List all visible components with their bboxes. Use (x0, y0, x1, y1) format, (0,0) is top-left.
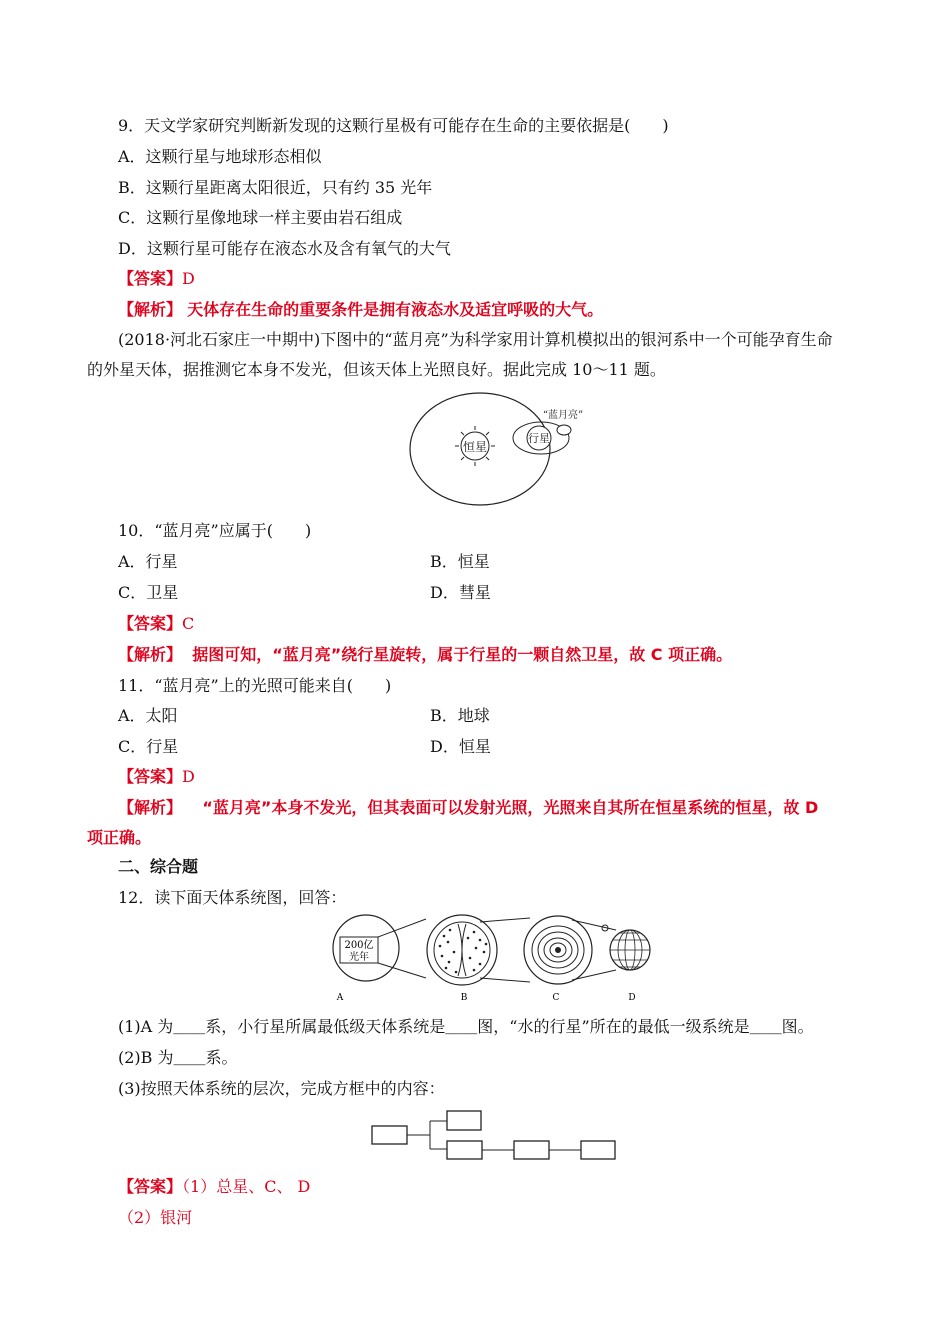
analysis-tag: 【解析】 (118, 645, 183, 664)
q9-option-a: A．这颗行星与地球形态相似 (118, 147, 322, 166)
analysis-text: 天体存在生命的重要条件是拥有液态水及适宜呼吸的大气。 (187, 300, 604, 319)
label-a: A (336, 993, 344, 1003)
analysis-tag: 【解析】 (118, 798, 183, 817)
q10-option-c: C．卫星 (118, 583, 179, 602)
q9-option-d: D．这颗行星可能存在液态水及含有氧气的大气 (118, 239, 451, 258)
intro-line-2: 的外星天体，据推测它本身不发光，但该天体上光照良好。据此完成 10～11 题。 (87, 360, 666, 379)
q11-analysis-cont (87, 827, 151, 849)
q9-answer (118, 268, 195, 290)
analysis-text: “蓝月亮”本身不发光，但其表面可以发射光照，光照来自其所在恒星系统的恒星，故 D (202, 798, 819, 817)
q12-sub3: (3)按照天体系统的层次，完成方框中的内容： (118, 1079, 445, 1098)
answer-tag: 【答案】 (118, 1177, 183, 1196)
star-label: 恒星 (462, 440, 488, 454)
analysis-tag: 【解析】 (118, 300, 183, 319)
answer-value-1: （1）总星、C、 D (182, 1177, 311, 1196)
q9-stem: 9．天文学家研究判断新发现的这颗行星极有可能存在生命的主要依据是( ) (118, 116, 669, 135)
hierarchy-boxes (370, 1106, 620, 1166)
box-lower-1 (447, 1141, 482, 1159)
q12-sub1: (1)A 为＿＿系，小行星所属最低级天体系统是＿＿图，“水的行星”所在的最低一级系统是＿＿图。 (118, 1017, 814, 1036)
q11-option-d: D．恒星 (430, 737, 491, 756)
q10-option-d: D．彗星 (430, 583, 491, 602)
answer-tag: 【答案】 (118, 269, 183, 288)
answer-tag: 【答案】 (118, 614, 183, 633)
a-text-1: 200亿 (344, 940, 374, 951)
q11-analysis (118, 797, 818, 819)
analysis-text: 据图可知，“蓝月亮”绕行星旋转，属于行星的一颗自然卫星，故 C 项正确。 (192, 645, 733, 664)
q10-stem: 10．“蓝月亮”应属于( ) (118, 521, 312, 540)
answer-value: C (182, 614, 195, 633)
q10-analysis (118, 644, 732, 666)
section-title: 二、综合题 (118, 857, 199, 876)
answer-tag: 【答案】 (118, 767, 183, 786)
celestial-system-figure (330, 912, 660, 1004)
box-lower-2 (514, 1141, 549, 1159)
answer-value: D (182, 269, 195, 288)
q9-option-b: B．这颗行星距离太阳很近，只有约 35 光年 (118, 178, 433, 197)
box-upper (447, 1111, 481, 1130)
moon-icon (557, 425, 571, 435)
box-lower-3 (581, 1141, 615, 1159)
q11-stem: 11．“蓝月亮”上的光照可能来自( ) (118, 676, 392, 695)
planet-label: 行星 (528, 432, 550, 445)
moon-label: “蓝月亮” (542, 410, 584, 421)
answer-value-2: （2）银河 (118, 1208, 193, 1227)
q12-stem: 12．读下面天体系统图，回答： (118, 888, 347, 907)
q12-answer (118, 1176, 310, 1198)
analysis-text-cont: 项正确。 (87, 828, 152, 847)
earth-globe-icon (610, 930, 650, 970)
q9-option-c: C．这颗行星像地球一样主要由岩石组成 (118, 208, 403, 227)
q10-option-a: A．行星 (118, 552, 178, 571)
q11-answer (118, 766, 195, 788)
q10-option-b: B．恒星 (430, 552, 490, 571)
label-b: B (460, 993, 468, 1003)
q11-option-b: B．地球 (430, 706, 490, 725)
label-d: D (628, 993, 636, 1003)
answer-value: D (182, 767, 195, 786)
q9-analysis (118, 299, 603, 321)
q11-option-a: A．太阳 (118, 706, 178, 725)
a-text-2: 光年 (349, 952, 369, 963)
box-root (372, 1126, 407, 1144)
q10-answer (118, 613, 194, 635)
star-system-figure (405, 390, 590, 510)
q12-sub2: (2)B 为＿＿系。 (118, 1048, 238, 1067)
intro-line-1: (2018·河北石家庄一中期中)下图中的“蓝月亮”为科学家用计算机模拟出的银河系中一个可能孕育生命 (118, 330, 833, 349)
label-c: C (552, 993, 560, 1003)
q12-answer-2 (118, 1207, 192, 1229)
q11-option-c: C．行星 (118, 737, 179, 756)
